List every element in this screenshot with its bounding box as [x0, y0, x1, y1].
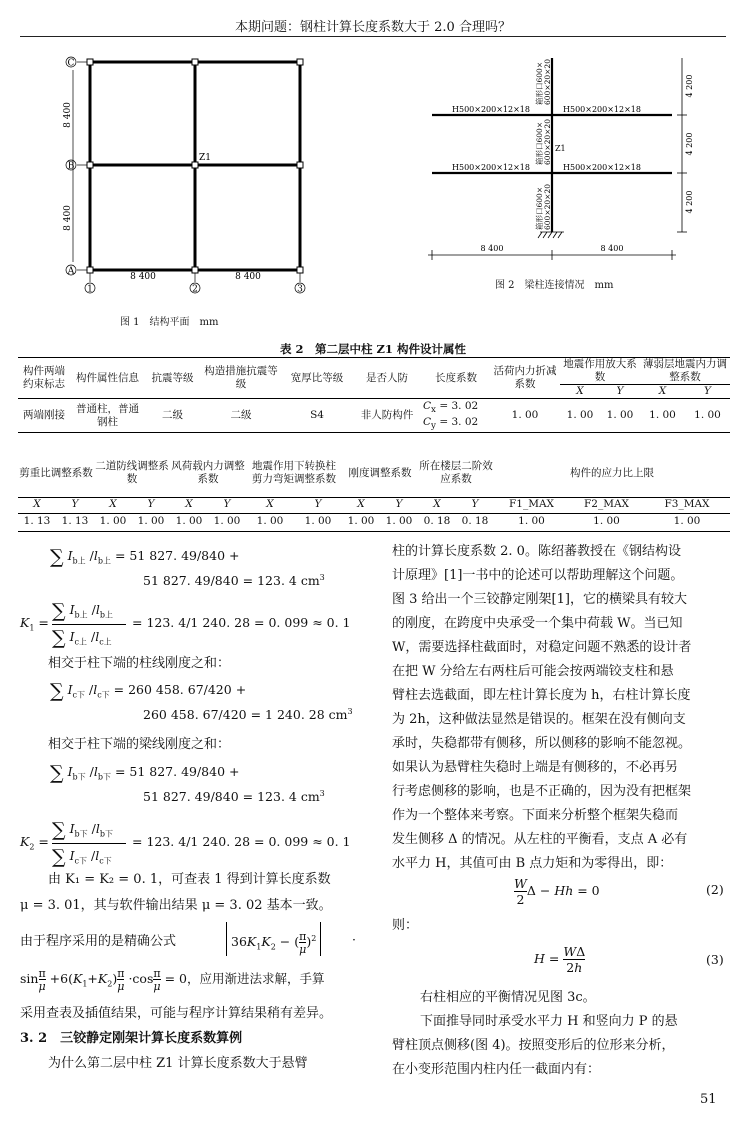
text-then: 则：	[392, 918, 419, 933]
figure-1-caption: 图 1 结构平面 mm	[120, 317, 219, 328]
k2-result: = 123. 4/1 240. 28 = 0. 099 ≈ 0. 1	[132, 834, 351, 849]
eq-2: $\frac{W}{2}$ Δ − Hh = 0	[514, 876, 600, 907]
figure-2-caption: 图 2 梁柱连接情况 mm	[495, 280, 614, 291]
text-fig3c: 右柱相应的平衡情况见图 3c。	[420, 990, 596, 1005]
eq-col-lower: ∑ $I_{c下}$ $/l_{c下} = 260$ 458. 67/420 +	[50, 680, 247, 702]
span-right: 8 400	[600, 244, 624, 253]
th-detail-grade: 构造措施抗震等级	[200, 358, 282, 399]
span-y-lower: 8 400	[63, 205, 73, 231]
eq-dot: ·	[352, 932, 356, 947]
cell-amp-y: 1. 00	[600, 399, 640, 433]
axis-label-1: 1	[87, 284, 93, 295]
column-section-bot-a: 箱形口600×	[535, 186, 544, 230]
cell-amp-x: 1. 00	[560, 399, 600, 433]
text-lookup-2: μ = 3. 01，其与软件输出结果 μ = 3. 02 基本一致。	[20, 898, 332, 913]
th-width-thickness: 宽厚比等级	[282, 358, 352, 399]
cell-live-reduction: 1. 00	[490, 399, 560, 433]
column-section-mid-a: 箱形口600×	[535, 121, 544, 165]
k1-denominator: ∑ $I_{c上}$ $/l_{c上}$	[52, 627, 112, 649]
th-restraint: 构件两端约束标志	[18, 358, 70, 399]
axis-label-c: C	[67, 58, 75, 69]
th-second-order: 所在楼层二阶效应系数	[419, 460, 493, 486]
axis-label-b: B	[67, 161, 75, 172]
column-section-top-a: 箱形口600×	[535, 61, 544, 105]
text-deform: 臂柱顶点侧移(图 4)。按照变形后的位形来分析，	[392, 1038, 675, 1053]
eq-beam-upper: ∑ $I_{b上}$ $/l_{b上} = 51$ 827. 49/840 +	[50, 546, 240, 568]
th-amplification: 地震作用放大系数	[560, 358, 640, 385]
th-seismic-grade: 抗震等级	[145, 358, 200, 399]
k1-fraction-bar	[52, 624, 126, 625]
table-2-title: 表 2 第二层中柱 Z1 构件设计属性	[280, 342, 466, 356]
beam-label-upper-left: H500×200×12×18	[452, 105, 530, 114]
th-civil-defense: 是否人防	[352, 358, 422, 399]
span-x-left: 8 400	[130, 272, 156, 282]
cell-restraint: 两端刚接	[18, 399, 70, 433]
th-stiffness-adjust: 刚度调整系数	[348, 466, 412, 479]
text-col-stiffness: 相交于柱下端的柱线刚度之和：	[48, 656, 231, 671]
axis-label-2: 2	[192, 284, 198, 295]
cell-civil-defense: 非人防构件	[352, 399, 422, 433]
k2-numerator: ∑ $I_{b下}$ $/l_{b下}$	[52, 819, 113, 841]
eq-beam-upper-cont: 51 827. 49/840 = 123. 4 $cm^3$	[143, 573, 325, 589]
eq-col-lower-cont: 260 458. 67/420 = 1 240. 28 $cm^3$	[143, 707, 353, 723]
th-wind-adjust: 风荷载内力调整系数	[171, 460, 245, 486]
k2-label: $K_2$ =	[20, 834, 49, 852]
cell-detail-grade: 二级	[200, 399, 282, 433]
k2-denominator: ∑ $I_{c下}$ $/l_{c下}$	[52, 846, 112, 868]
column-section-top-b: 600×20×20	[543, 59, 552, 105]
text-section: 在小变形范围内柱内任一截面内有：	[392, 1062, 601, 1077]
k1-numerator: ∑ $I_{b上}$ $/l_{b上}$	[52, 600, 113, 622]
text-lookup-1: 由 K₁ = K₂ = 0. 1，可查表 1 得到计算长度系数	[48, 872, 331, 887]
span-y-upper: 8 400	[63, 102, 73, 128]
th-weak-story: 薄弱层地震内力调整系数	[640, 358, 730, 385]
eq-beam-lower-cont: 51 827. 49/840 = 123. 4 $cm^3$	[143, 789, 325, 805]
table-2-bottom: 剪重比调整系数 二道防线调整系数 风荷载内力调整系数 地震作用下转换柱剪力弯矩调整系数 刚度调整系数 所在楼层二阶效应系数 构件的应力比上限 X Y X Y X Y X Y X Y X Y F1_MAX F2_MAX F3_MAX 1. 13 1. 13 1. 00 1. 00 1. 00 1. 00 1. 00 1. 00 1. 00 1. 00 0. 18 0. 18 1. 00 1. 00 1. 00	[18, 450, 730, 532]
table-2-top: 构件两端约束标志 构件属性信息 抗震等级 构造措施抗震等级 宽厚比等级 是否人防 长度系数 活荷内力折减系数 地震作用放大系数 薄弱层地震内力调整系数 X Y X Y 两端刚接 普通柱，普通钢柱 二级 二级 S4 非人防构件 $C_x = 3$. 02 $C_y = 3$. 02 1. 00 1. 00 1. 00 1. 00 1. 00	[18, 357, 730, 433]
span-left: 8 400	[480, 244, 504, 253]
cell-weak-x: 1. 00	[640, 399, 685, 433]
figure-1-plan	[55, 50, 335, 310]
th-transfer-column: 地震作用下转换柱剪力弯矩调整系数	[252, 460, 336, 486]
column-z1-label: Z1	[199, 153, 211, 163]
cell-width-thickness: S4	[282, 399, 352, 433]
cell-weak-y: 1. 00	[685, 399, 730, 433]
text-program: 由于程序采用的是精确公式	[20, 934, 177, 949]
th-live-reduction: 活荷内力折减系数	[490, 358, 560, 399]
beam-label-lower-left: H500×200×12×18	[452, 163, 530, 172]
story-height-top: 4 200	[685, 74, 694, 98]
eq-beam-lower: ∑ $I_{b下}$ $/l_{b下} = 51$ 827. 49/840 +	[50, 762, 240, 784]
cell-seismic-grade: 二级	[145, 399, 200, 433]
text-why: 为什么第二层中柱 Z1 计算长度系数大于悬臂	[48, 1056, 308, 1071]
column-section-bot-b: 600×20×20	[543, 184, 552, 230]
page-number: 51	[700, 1092, 717, 1107]
th-member-info: 构件属性信息	[70, 358, 145, 399]
text-method: 采用查表及插值结果，可能与程序计算结果稍有差异。	[20, 1006, 333, 1021]
header-rule	[20, 36, 726, 37]
th-shear-weight: 剪重比调整系数	[19, 466, 93, 479]
eq-2-number: (2)	[706, 882, 724, 897]
eq-transcendental: $\sin\frac{\pi}{\mu} +6(K_1+K_2)\frac{\pi}{\mu} \cdot\cos\frac{\pi}{\mu} = 0$，应用渐进法求解，手算	[20, 966, 325, 993]
column-section-mid-b: 600×20×20	[543, 119, 552, 165]
running-header: 本期问题：钢柱计算长度系数大于 2.0 合理吗？	[235, 20, 511, 35]
text-derive: 下面推导同时承受水平力 H 和竖向力 P 的悬	[420, 1014, 678, 1029]
beam-label-lower-right: H500×200×12×18	[563, 163, 641, 172]
cell-member-info: 普通柱，普通钢柱	[70, 399, 145, 433]
axis-label-3: 3	[297, 284, 303, 295]
span-x-right: 8 400	[235, 272, 261, 282]
beam-label-upper-right: H500×200×12×18	[563, 105, 641, 114]
k1-result: = 123. 4/1 240. 28 = 0. 099 ≈ 0. 1	[132, 615, 351, 630]
th-length-coef: 长度系数	[422, 358, 490, 399]
k2-fraction-bar	[52, 843, 126, 844]
figure-2-connection	[420, 50, 710, 275]
eq-3-number: (3)	[706, 952, 724, 967]
story-height-bot: 4 200	[685, 190, 694, 214]
th-stress-ratio: 构件的应力比上限	[570, 466, 654, 479]
section-3-2-title: 3. 2 三铰静定刚架计算长度系数算例	[20, 1031, 243, 1046]
text-beam-stiffness: 相交于柱下端的梁线刚度之和：	[48, 737, 231, 752]
k1-label: $K_1$ =	[20, 615, 49, 633]
cell-length-coef: $C_x = 3$. 02 $C_y = 3$. 02	[422, 399, 490, 433]
eq-exact-formula: $36K_1K_2 - (\frac{\pi}{\mu})^2$	[226, 922, 321, 956]
story-height-mid: 4 200	[685, 132, 694, 156]
axis-label-a: A	[67, 266, 75, 277]
column-z1-label: Z1	[555, 144, 566, 153]
eq-3: H = WΔ 2h	[534, 944, 586, 975]
right-column-paragraph: 柱的计算长度系数 2. 0。陈绍蕃教授在《钢结构设 计原理》[1]一书中的论述可以帮助理解这个问题。 图 3 给出一个三铰静定刚架[1]，它的横梁具有较大 的刚度，在跨度中央承受一个集中荷载 W。当已知 W，需要选择柱截面时，对稳定问题不熟悉的设计者 在把 W 分给左右两柱后可能会按两端铰支柱和悬 臂柱去选截面，即左柱计算长度为 h，右柱计算长度 为 2h，这种做法显然是错误的。框架在没有侧向支 承时，失稳都带有侧移，所以侧移的影响不能忽视。 如果认为悬臂柱失稳时上端是有侧移的，不必再另 行考虑侧移的影响，也是不正确的，因为没有把框架 作为一个整体来考察。下面来分析整个框架失稳而 发生侧移 Δ 的情况。从左柱的平衡看，支点 A 必有 水平力 H，其值可由 B 点力矩和为零得出，即：	[392, 544, 692, 871]
th-second-defense: 二道防线调整系数	[95, 460, 169, 486]
